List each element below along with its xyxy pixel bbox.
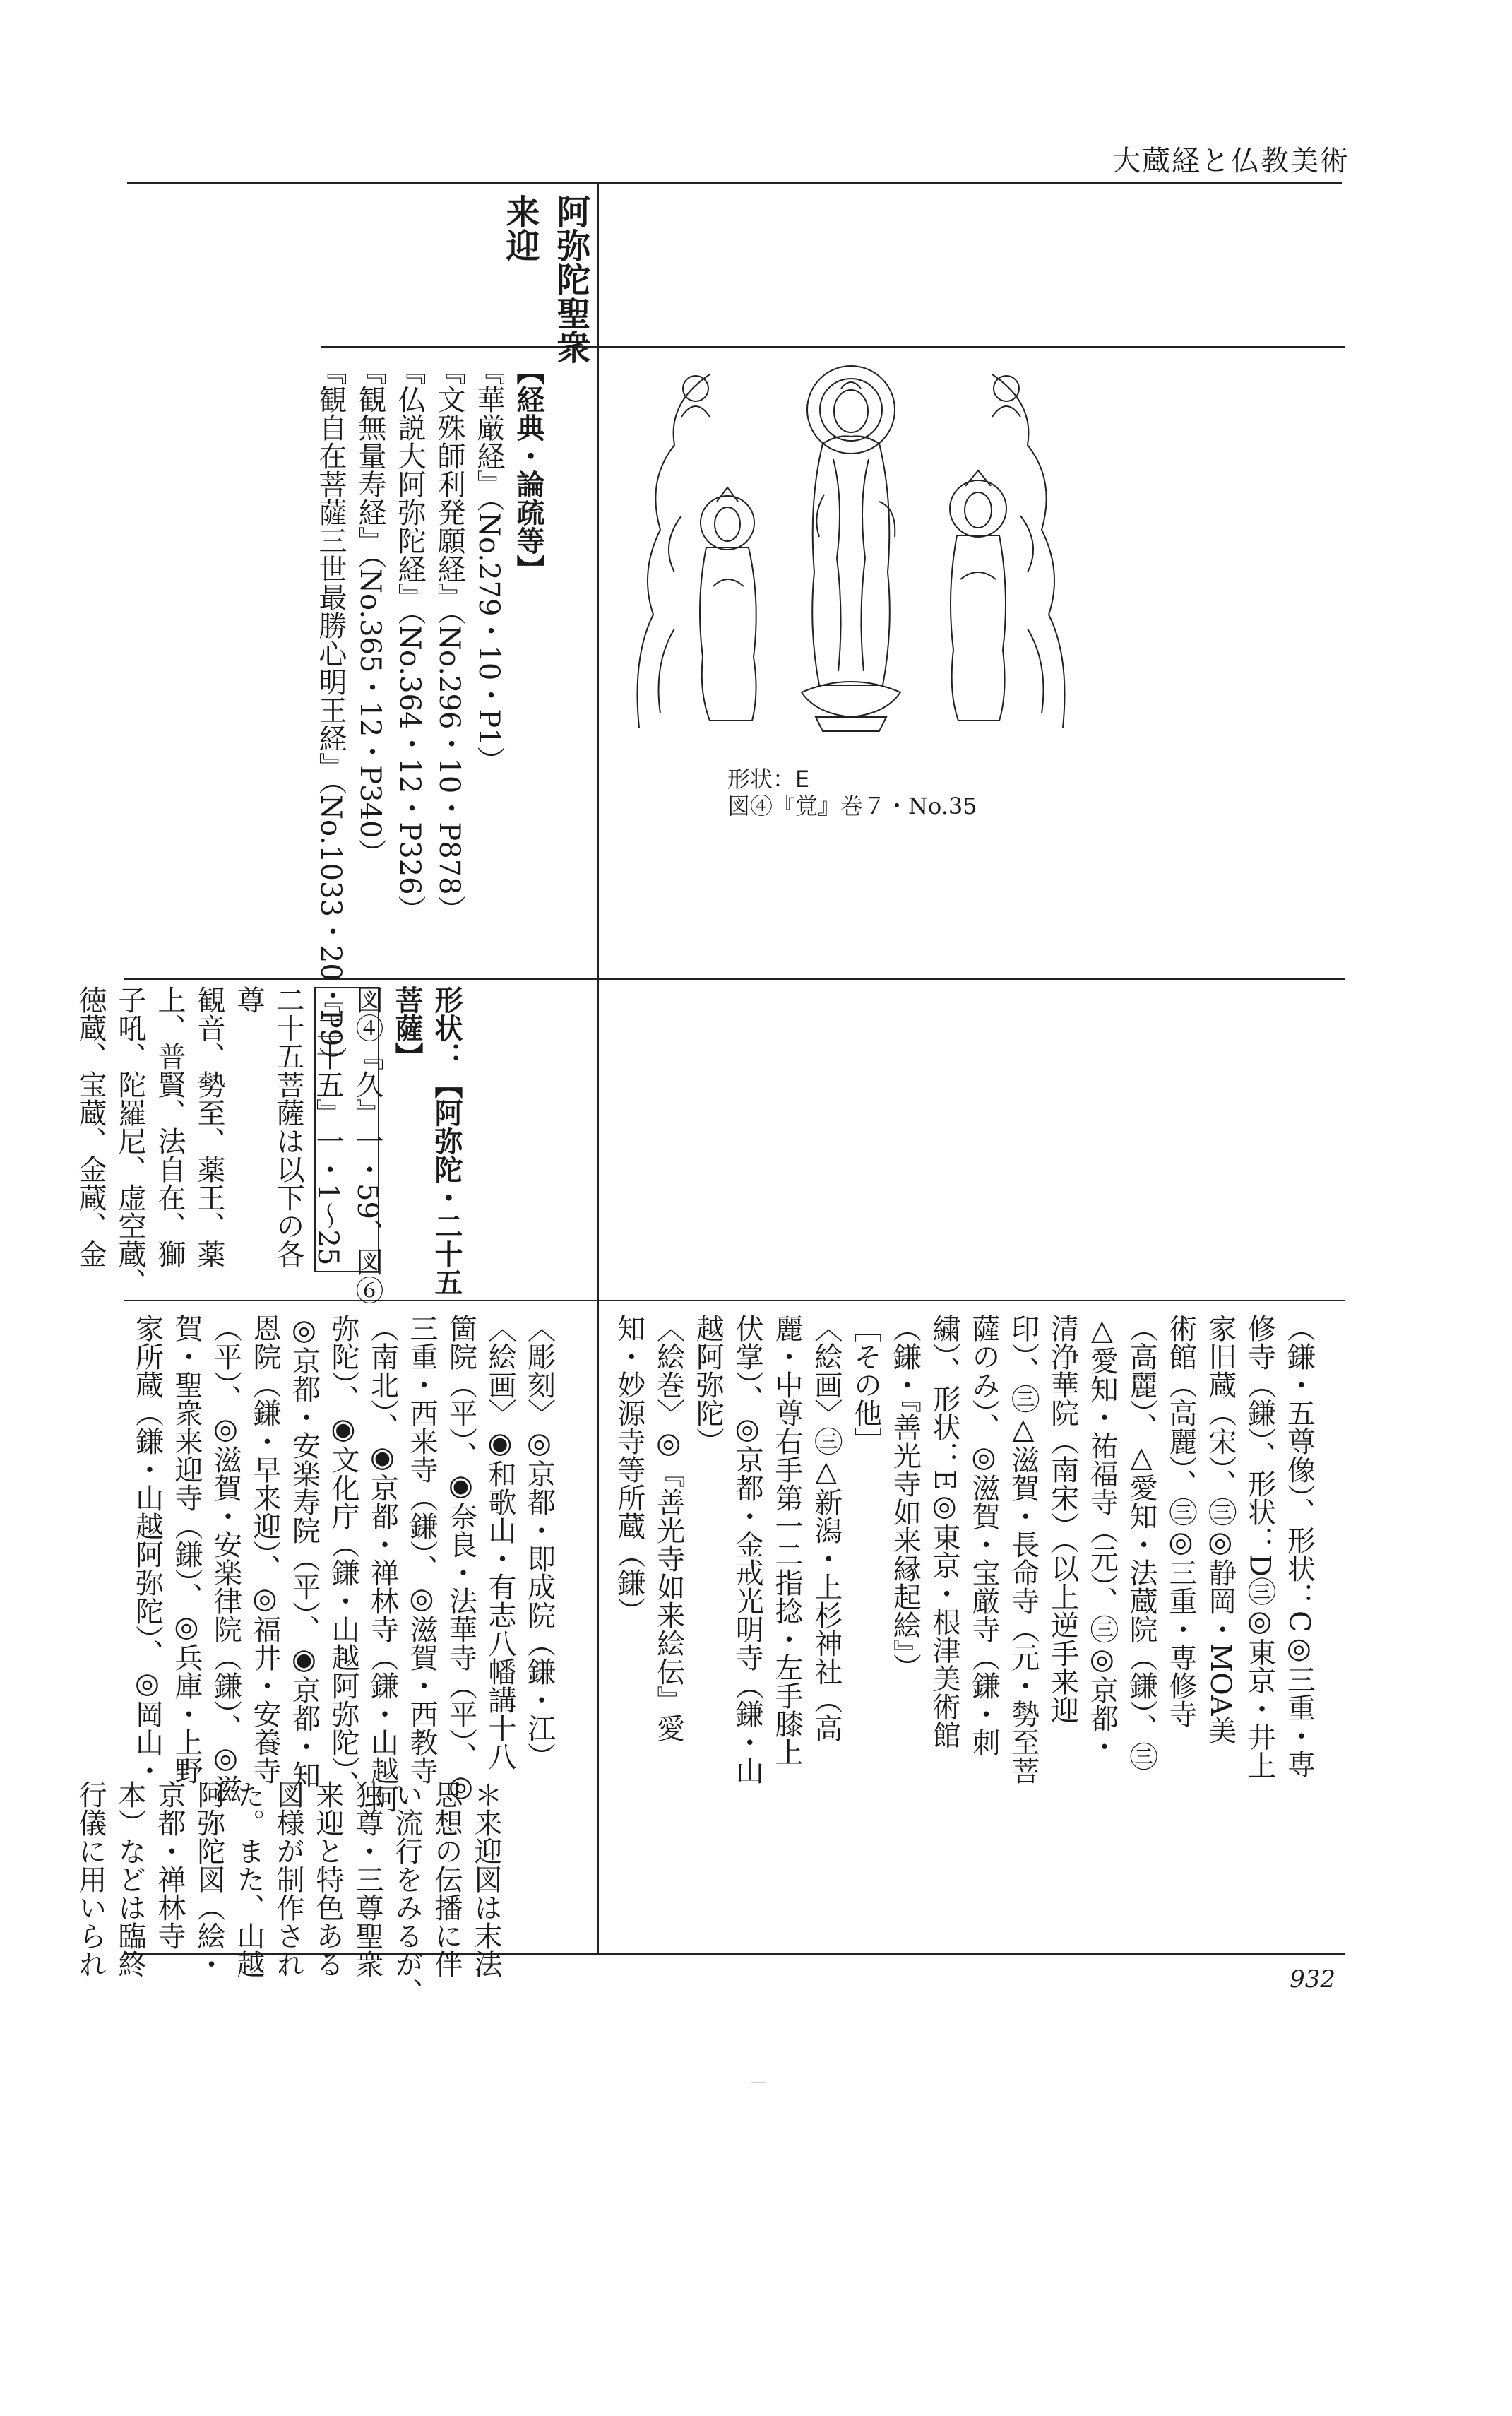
works-line: 知・妙源寺等所蔵（鎌） bbox=[612, 1314, 645, 1625]
row-divider-sutra bbox=[124, 978, 1345, 980]
note-line: 本）などは臨終 bbox=[114, 1780, 146, 1978]
footnote-block bbox=[71, 1780, 506, 2416]
running-title: 大蔵経と仏教美術 bbox=[1112, 145, 1350, 177]
works-line: 三重・西来寺（鎌）、◎滋賀・西教寺 bbox=[405, 1314, 438, 1784]
figure-shape-label: 形状：E bbox=[727, 766, 810, 793]
member-line: 観音、勢至、薬王、薬 bbox=[193, 985, 225, 1268]
shape-line: 『二十五』一・1〜25 bbox=[311, 985, 344, 1266]
sutra-item: 『仏説大阿弥陀経』（No.364・12・P326） bbox=[393, 357, 426, 923]
sutra-item: 『華厳経』（No.279・10・P1） bbox=[472, 357, 505, 774]
works-line: 〈彫刻〉◎京都・即成院（鎌・江） bbox=[523, 1314, 556, 1770]
works-line: 薩のみ）、◎滋賀・宝厳寺（鎌・刺 bbox=[967, 1314, 1000, 1756]
boxed-note-line: 尊 bbox=[232, 985, 265, 1014]
works-line: 〈絵巻〉◎『善光寺如来絵伝』愛 bbox=[652, 1314, 685, 1742]
sutra-item: 『観自在菩薩三世最勝心明王経』（No.1033・20・P9） bbox=[314, 357, 347, 1075]
boxed-note-line: 二十五菩薩は以下の各 bbox=[272, 985, 304, 1268]
title-line: 来迎 bbox=[500, 194, 540, 262]
page-number: 932 bbox=[1290, 1965, 1335, 1994]
sutra-item: 『観無量寿経』（No.365・12・P340） bbox=[354, 357, 386, 867]
works-line: 家旧蔵（宋）、㊂◎静岡・MOA美 bbox=[1203, 1314, 1237, 1744]
row-divider-shape bbox=[124, 1300, 1345, 1301]
works-line: 越阿弥陀） bbox=[691, 1314, 725, 1455]
figure-caption: 図④『覚』巻７・No.35 bbox=[727, 793, 977, 819]
note-line: 来迎と特色ある bbox=[311, 1780, 344, 1978]
works-line: 繍）、形状：E◎東京・根津美術館 bbox=[928, 1314, 961, 1749]
works-line: （鎌・『善光寺如来縁起絵』） bbox=[888, 1314, 922, 1681]
shape-line: 形状：【阿弥陀・二十五 bbox=[430, 985, 463, 1296]
footer-mark: — bbox=[751, 2073, 766, 2091]
works-line: 〈絵画〉◉和歌山・有志八幡講十八 bbox=[484, 1314, 516, 1770]
note-line: 思想の伝播に伴 bbox=[430, 1780, 463, 1978]
works-line: 賀・聖衆来迎寺（鎌）、◎兵庫・上野 bbox=[170, 1314, 203, 1784]
amida-triad-illustration bbox=[632, 360, 1070, 742]
works-line: 清浄華院（南宋）（以上逆手来迎 bbox=[1046, 1314, 1079, 1724]
works-list-right bbox=[609, 1314, 1318, 1929]
shape-line: 菩薩】 bbox=[391, 985, 424, 1070]
note-line: た。また、山越 bbox=[232, 1780, 265, 1978]
row-divider-title bbox=[321, 346, 1345, 348]
sutra-heading: 【経典・論疏等】 bbox=[512, 357, 545, 583]
works-line: ◎京都・安楽寿院（平）、◉京都・知 bbox=[287, 1314, 321, 1789]
works-line: 術館（高麗）、㊂◎三重・専修寺 bbox=[1164, 1314, 1197, 1728]
works-line: 恩院（鎌・早来迎）、◎福井・安養寺 bbox=[249, 1314, 281, 1784]
note-line: 独尊・三尊聖衆 bbox=[351, 1780, 383, 1978]
sutra-list bbox=[311, 357, 548, 1075]
boxed-note-frame bbox=[314, 987, 379, 1272]
works-line: （平）、◎滋賀・安楽律院（鎌）、◎滋 bbox=[209, 1314, 242, 1803]
shape-line: 図④『久』一・59、図⑥ bbox=[351, 985, 383, 1304]
note-line: い流行をみるが、 bbox=[391, 1780, 423, 2006]
works-line: 家所蔵（鎌・山越阿弥陀）、◎岡山・ bbox=[131, 1314, 164, 1784]
works-line: （高麗）、△愛知・法蔵院（鎌）、㊂ bbox=[1125, 1314, 1158, 1770]
works-line: （鎌・五尊像）、形状：C◎三重・専 bbox=[1282, 1314, 1316, 1778]
note-line: 行儀に用いられ bbox=[74, 1780, 107, 1978]
note-line: 阿弥陀図（絵・ bbox=[193, 1780, 225, 1978]
works-line: 印）、㊂△滋賀・長命寺（元・勢至菩 bbox=[1006, 1314, 1040, 1784]
note-line: 図様が制作され bbox=[272, 1780, 304, 1978]
member-line: 子吼、陀羅尼、虚空蔵、 bbox=[114, 985, 146, 1296]
works-line: ［その他］ bbox=[849, 1314, 882, 1455]
works-line: （南北）、◉京都・禅林寺（鎌・山越阿 bbox=[366, 1314, 399, 1813]
member-line: 上、普賢、法自在、獅 bbox=[153, 985, 186, 1268]
works-line: 弥陀）、◉文化庁（鎌・山越阿弥陀）、 bbox=[327, 1314, 359, 1799]
works-line: △愛知・祐福寺（元）、㊂◎京都・ bbox=[1085, 1314, 1119, 1760]
title-line: 阿弥陀聖衆 bbox=[551, 194, 590, 364]
sutra-item: 『文殊師利発願経』（No.296・10・P878） bbox=[433, 357, 465, 923]
works-line: 修寺（鎌）、形状：D㊂◎東京・井上 bbox=[1243, 1314, 1276, 1780]
entry-title bbox=[494, 194, 596, 364]
works-line: 〈絵画〉㊂△新潟・上杉神社（高 bbox=[809, 1314, 843, 1742]
works-line: 箇院（平）、◉奈良・法華寺（平）、◎ bbox=[444, 1314, 477, 1803]
shape-block bbox=[71, 985, 466, 1304]
column-divider bbox=[597, 184, 599, 1953]
note-line: 京都・禅林寺 bbox=[153, 1780, 186, 1950]
header-rule bbox=[127, 182, 1342, 184]
note-line: ＊来迎図は末法 bbox=[470, 1780, 502, 1978]
member-line: 徳蔵、宝蔵、金蔵、金 bbox=[74, 985, 107, 1268]
works-line: 麗・中尊右手第一二指捻・左手膝上 bbox=[770, 1314, 803, 1766]
works-line: 伏掌）、◎京都・金戒光明寺（鎌・山 bbox=[731, 1314, 764, 1784]
